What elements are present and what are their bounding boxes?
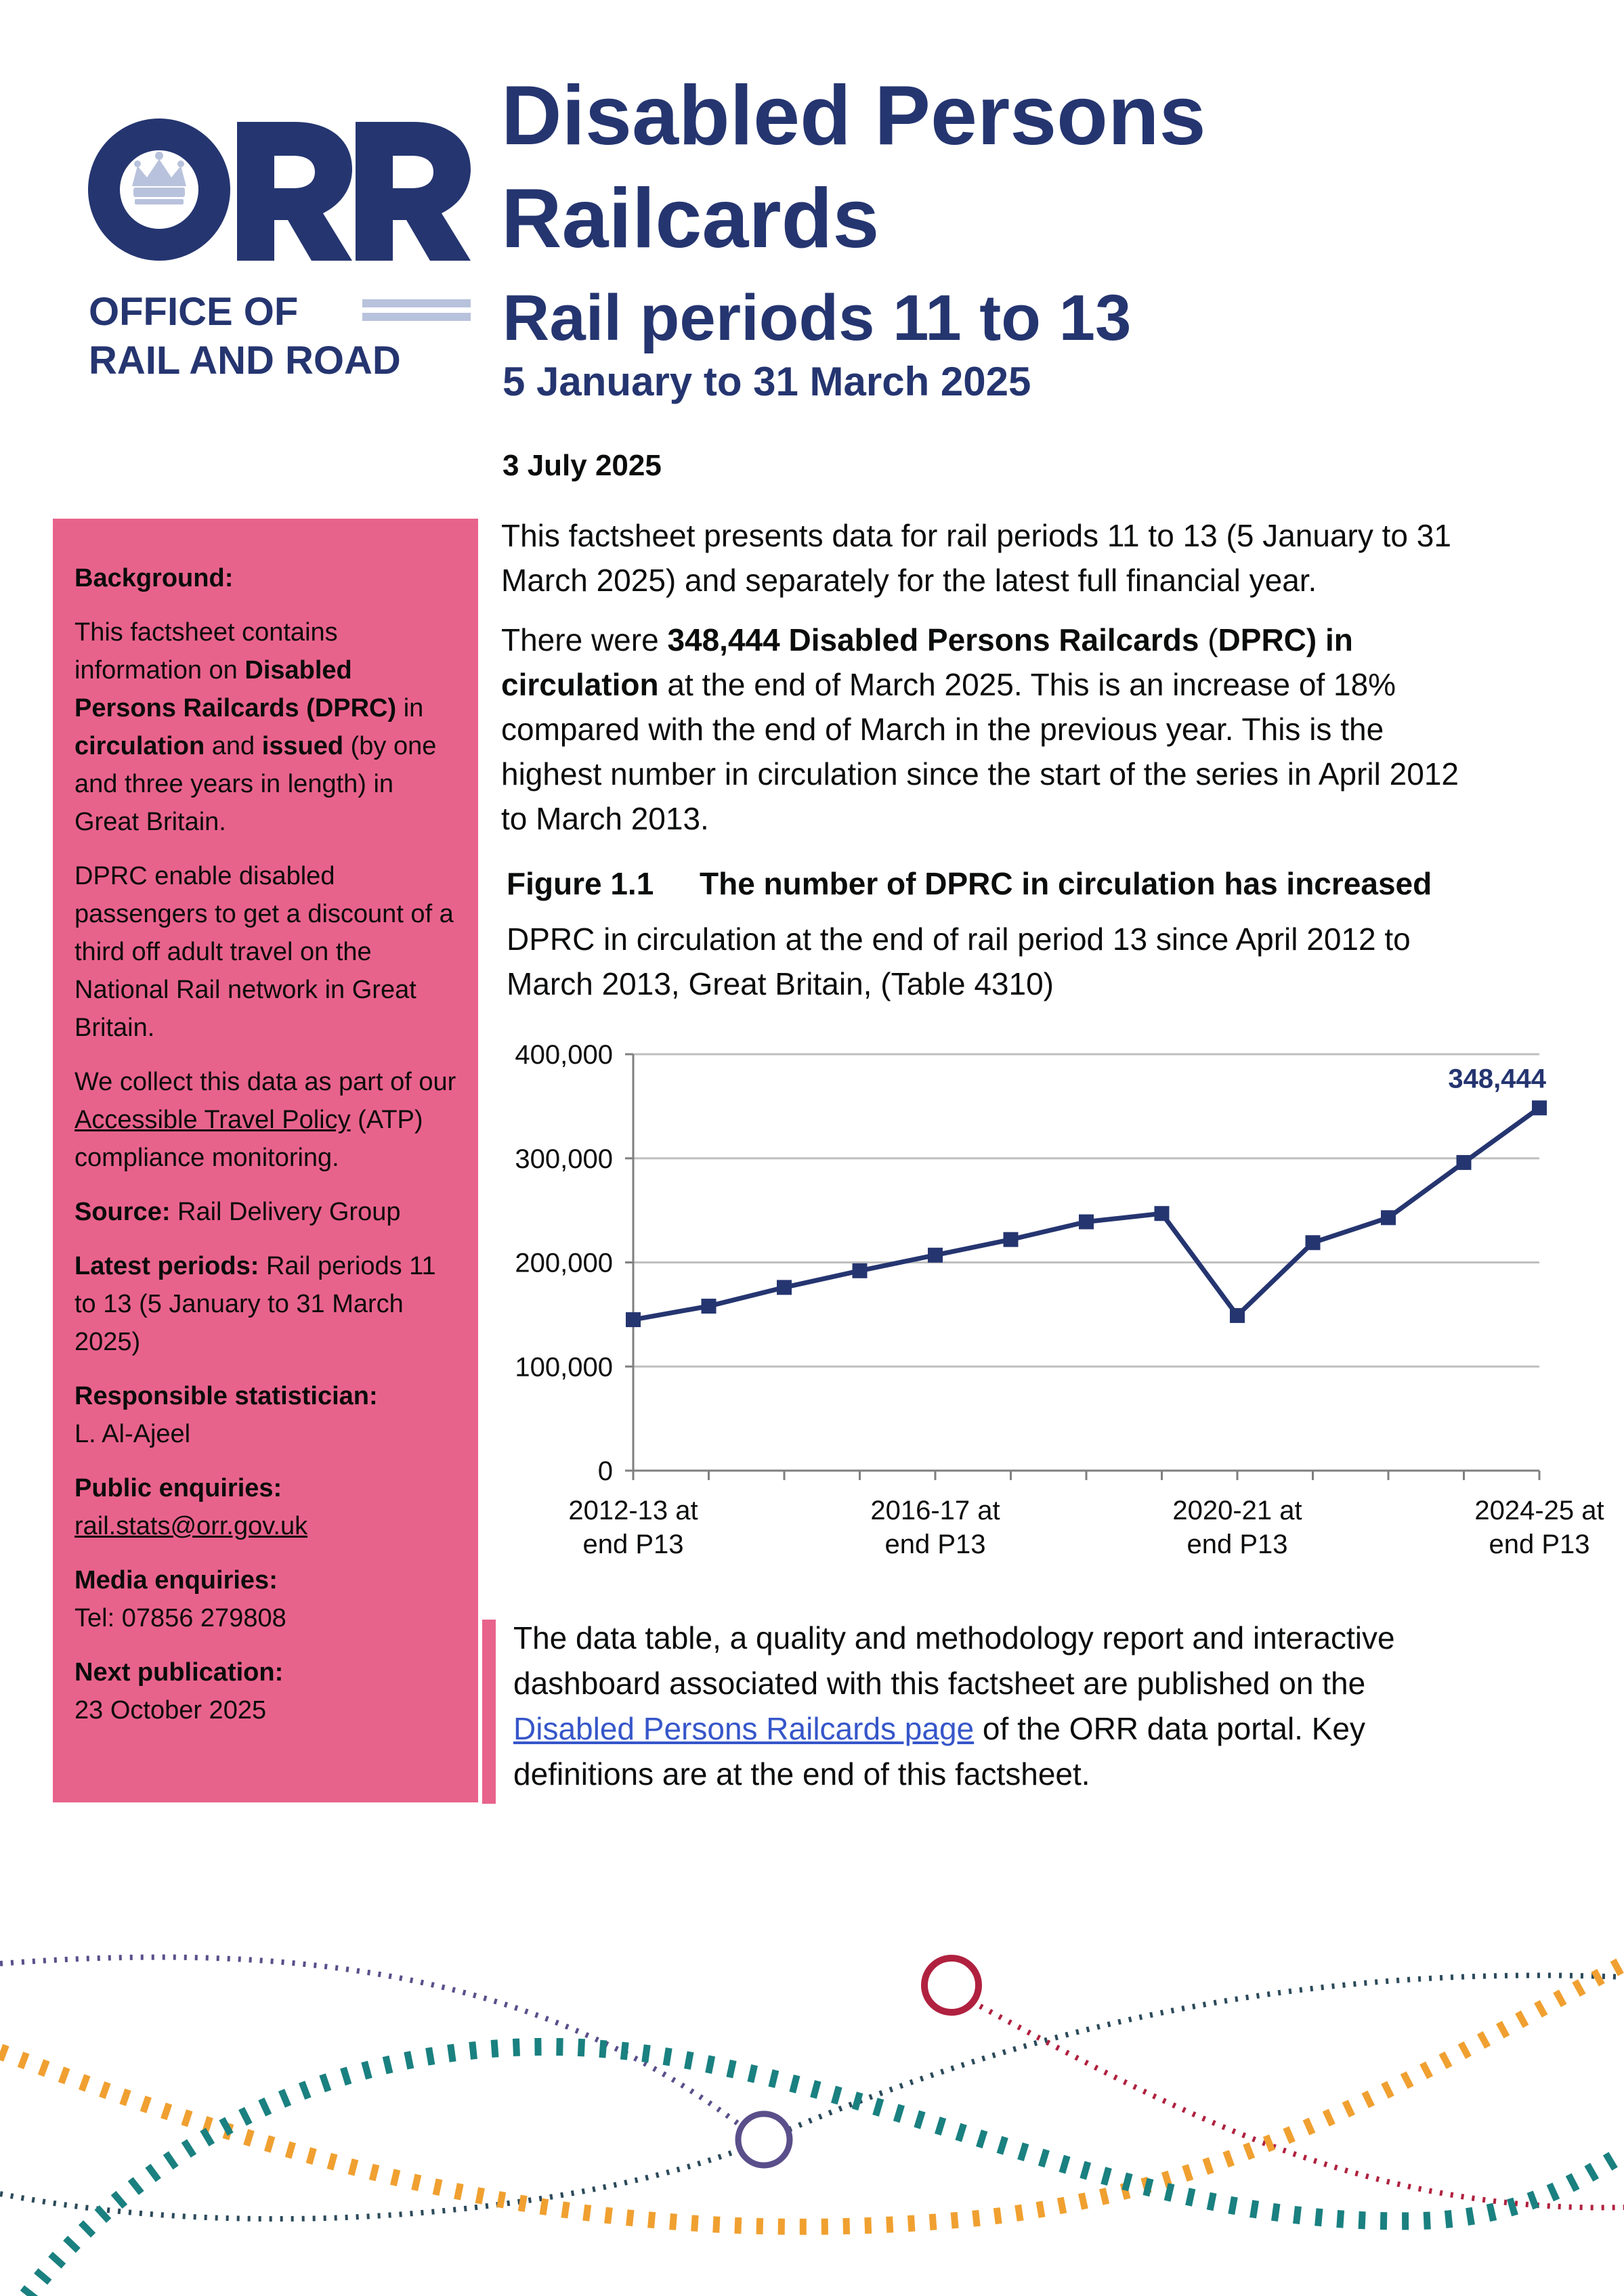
page-title: Disabled Persons Railcards bbox=[501, 69, 1206, 265]
letter-r-1 bbox=[237, 122, 352, 261]
dprc-page-link[interactable]: Disabled Persons Railcards page bbox=[513, 1711, 975, 1746]
y-tick-label: 0 bbox=[597, 1456, 613, 1486]
data-point bbox=[1306, 1235, 1321, 1250]
data-point bbox=[1381, 1210, 1396, 1225]
figure-number: Figure 1.1 bbox=[507, 866, 654, 901]
data-point bbox=[702, 1299, 717, 1314]
x-tick-label: 2012-13 at end P13 bbox=[568, 1496, 698, 1559]
background-paragraph-1: This factsheet contains information on Disabled Persons Railcards (DPRC) in circulation and issued (by one and three years in length) in Great Britain. bbox=[74, 618, 437, 836]
info-sidebar bbox=[53, 519, 478, 1802]
data-point bbox=[928, 1248, 943, 1263]
callout-accent-bar bbox=[482, 1620, 496, 1804]
data-label: 348,444 bbox=[1448, 1064, 1546, 1094]
background-paragraph-2: DPRC enable disabled passengers to get a discount of a third off adult travel on the National Rail network in Great Britain. bbox=[74, 862, 454, 1042]
public-enquiries-block: Public enquiries: rail.stats@orr.gov.uk bbox=[74, 1474, 308, 1540]
letter-r-2 bbox=[356, 122, 471, 261]
publication-date: 3 July 2025 bbox=[503, 449, 662, 482]
data-point bbox=[1079, 1215, 1094, 1230]
data-point bbox=[1155, 1206, 1170, 1221]
source-line: Source: Rail Delivery Group bbox=[74, 1198, 401, 1226]
date-range: 5 January to 31 March 2025 bbox=[503, 359, 1031, 404]
summary-paragraph: There were 348,444 Disabled Persons Railcards (DPRC) in circulation at the end of March 2025. This is an increase of 18% compared with the end of March in the previous year. This is the highest number in circulation since the start of the series in April 2012 to March 2013. bbox=[501, 622, 1459, 836]
data-point bbox=[1004, 1232, 1019, 1247]
data-point bbox=[626, 1312, 641, 1327]
x-tick-label: 2020-21 at end P13 bbox=[1172, 1496, 1302, 1559]
crimson-station-ring-icon bbox=[924, 1958, 979, 2012]
crown-emblem-icon bbox=[88, 118, 230, 261]
series-line bbox=[633, 1108, 1539, 1320]
next-publication-block: Next publication: 23 October 2025 bbox=[74, 1658, 284, 1725]
y-tick-label: 400,000 bbox=[515, 1040, 613, 1070]
logo-stripes bbox=[362, 299, 471, 321]
orr-logo bbox=[78, 102, 471, 386]
data-point bbox=[853, 1263, 868, 1278]
figure-heading: The number of DPRC in circulation has increased bbox=[700, 866, 1432, 901]
public-enquiries-email-link[interactable]: rail.stats@orr.gov.uk bbox=[74, 1512, 308, 1540]
figure-subtitle: DPRC in circulation at the end of rail period 13 since April 2012 to March 2013, Great Britain, (Table 4310) bbox=[507, 922, 1411, 1001]
y-tick-label: 300,000 bbox=[515, 1144, 613, 1174]
data-portal-callout: The data table, a quality and methodology report and interactive dashboard associated with this factsheet are published on the Disabled Persons Railcards page of the ORR data portal. Key definitions are at the end of this factsheet. bbox=[513, 1620, 1395, 1792]
page-subtitle: Rail periods 11 to 13 bbox=[503, 282, 1132, 354]
logo-line1: OFFICE OF bbox=[89, 290, 299, 334]
y-tick-label: 200,000 bbox=[515, 1248, 613, 1278]
y-tick-label: 100,000 bbox=[515, 1352, 613, 1383]
data-point bbox=[777, 1280, 792, 1295]
data-point bbox=[1457, 1155, 1472, 1170]
data-point bbox=[1230, 1308, 1245, 1323]
main-content bbox=[501, 513, 1476, 856]
x-tick-label: 2016-17 at end P13 bbox=[870, 1496, 1000, 1559]
purple-station-ring-icon bbox=[738, 2114, 790, 2165]
logo-line2: RAIL AND ROAD bbox=[89, 339, 401, 383]
data-point bbox=[1532, 1100, 1547, 1115]
background-heading: Background: bbox=[74, 564, 234, 592]
background-paragraph-3: We collect this data as part of our Accessible Travel Policy (ATP) compliance monitoring. bbox=[74, 1068, 456, 1172]
media-enquiries-block: Media enquiries: Tel: 07856 279808 bbox=[74, 1566, 286, 1632]
x-tick-label: 2024-25 at end P13 bbox=[1474, 1496, 1604, 1559]
latest-periods-line: Latest periods: Rail periods 11 to 13 (5 January to 31 March 2025) bbox=[74, 1252, 436, 1356]
decorative-rail-lines bbox=[0, 1909, 1624, 2296]
accessible-travel-policy-link[interactable]: Accessible Travel Policy bbox=[74, 1106, 351, 1134]
figure-title bbox=[507, 863, 1432, 904]
intro-paragraph: This factsheet presents data for rail periods 11 to 13 (5 January to 31 March 2025) and separately for the latest full financial year. bbox=[501, 518, 1451, 598]
dprc-line-chart bbox=[488, 1016, 1612, 1584]
statistician-block: Responsible statistician: L. Al-Ajeel bbox=[74, 1382, 378, 1448]
